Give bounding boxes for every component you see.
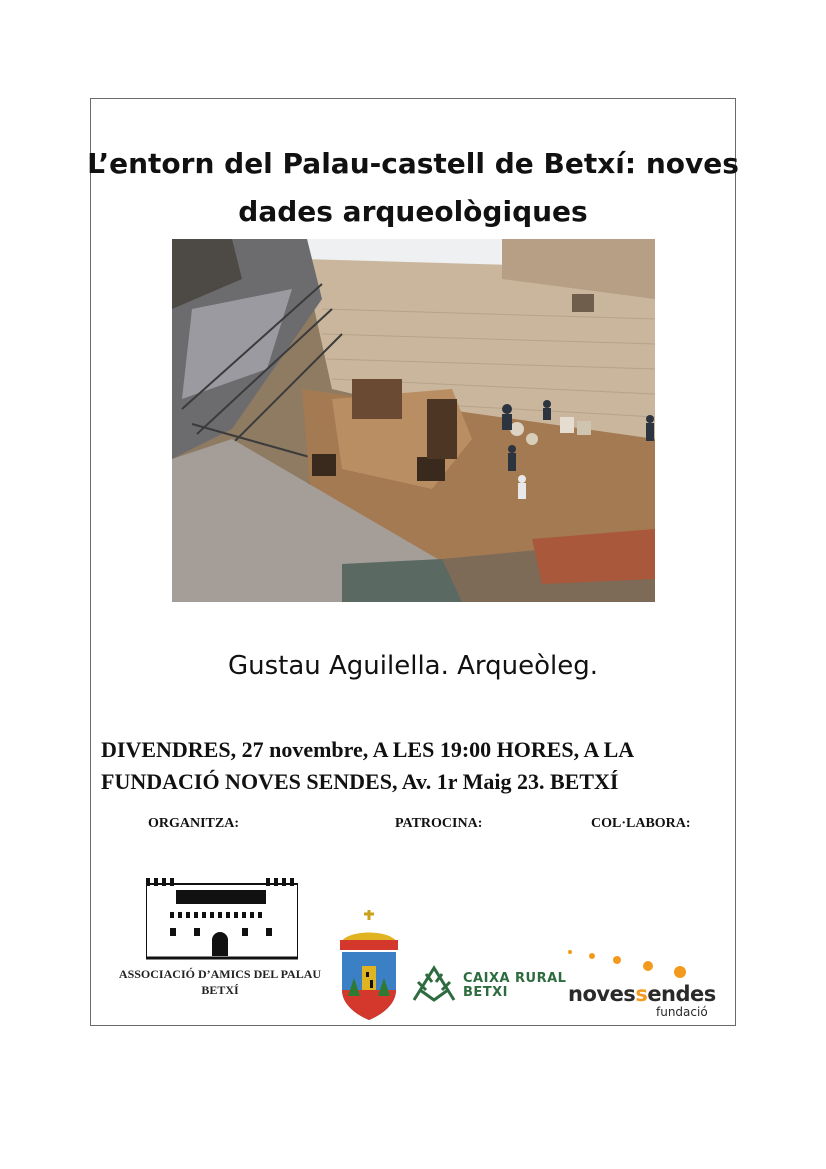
palace-castle-logo xyxy=(146,878,298,960)
speaker-name: Gustau Aguilella. Arqueòleg. xyxy=(227,651,599,681)
caixa-line-2: BETXI xyxy=(463,985,509,1000)
poster-title xyxy=(0,140,826,236)
event-line-2: FUNDACIÓ NOVES SENDES, Av. 1r Maig 23. BETXÍ xyxy=(101,769,619,794)
association-line-2: BETXÍ xyxy=(201,983,239,997)
title-line-2: dades arqueològiques xyxy=(238,195,588,228)
event-details xyxy=(101,734,741,798)
caixa-rural-name xyxy=(463,972,566,1000)
organitza-label: ORGANITZA: xyxy=(148,816,240,831)
wheat-icon xyxy=(408,960,460,1004)
fundacio-label: fundació xyxy=(656,1005,708,1019)
noves-sendes-dots-icon xyxy=(562,946,692,982)
noves-suffix: endes xyxy=(647,982,716,1006)
association-line-1: ASSOCIACIÓ D’AMICS DEL PALAU xyxy=(118,967,322,981)
association-name xyxy=(112,966,328,998)
noves-prefix: noves xyxy=(568,982,636,1006)
municipal-crest-icon xyxy=(334,910,404,1024)
caixa-line-1: CAIXA RURAL xyxy=(463,971,567,986)
event-line-1: DIVENDRES, 27 novembre, A LES 19:00 HORES, A LA xyxy=(101,737,635,762)
colabora-label: COL·LABORA: xyxy=(591,816,691,831)
patrocina-label: PATROCINA: xyxy=(395,816,483,831)
noves-accent: s xyxy=(635,982,648,1006)
excavation-photo xyxy=(172,239,655,602)
title-line-1: L’entorn del Palau-castell de Betxí: noves xyxy=(87,147,739,180)
noves-sendes-wordmark xyxy=(568,982,716,1006)
